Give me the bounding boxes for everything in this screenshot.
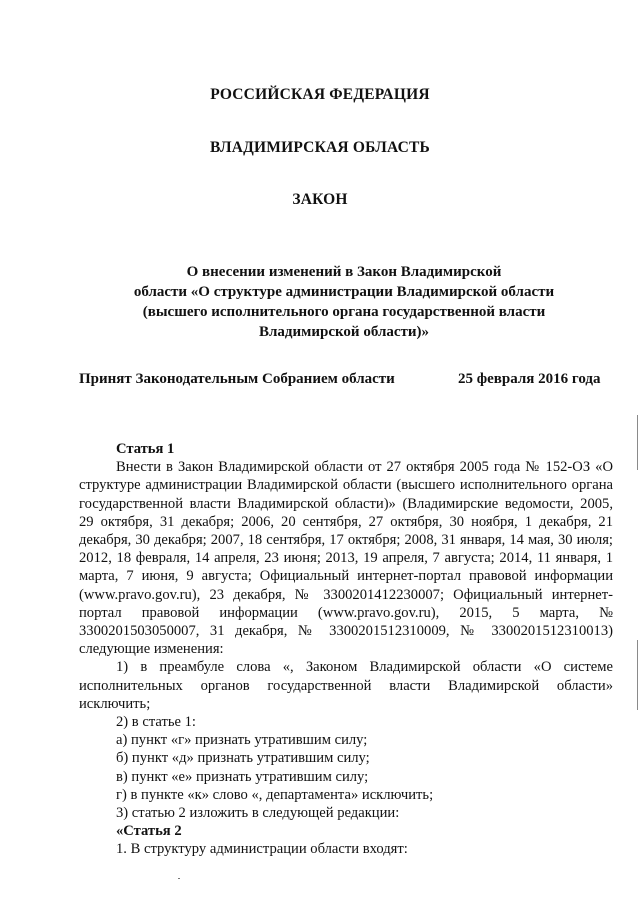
scan-edge-mark bbox=[637, 415, 638, 470]
document-type-heading: ЗАКОН bbox=[292, 191, 348, 208]
article-2-item-1: 1. В структуру администрации области входят: bbox=[116, 841, 408, 858]
amendment-item-1: 1) в преамбуле слова «, Законом Владимирской области «О системе исполнительных органов государственной власти Владимирской области» исключить; bbox=[79, 659, 613, 712]
adoption-date: 25 февраля 2016 года bbox=[458, 371, 601, 387]
region-heading: ВЛАДИМИРСКАЯ ОБЛАСТЬ bbox=[210, 139, 430, 156]
law-title-line: О внесении изменений в Закон Владимирской bbox=[186, 264, 502, 280]
law-title-line: (высшего исполнительного органа государственной власти bbox=[142, 304, 546, 320]
amendment-item-3: 3) статью 2 изложить в следующей редакции: bbox=[116, 805, 400, 822]
amendment-item-2: 2) в статье 1: bbox=[116, 714, 196, 731]
country-heading: РОССИЙСКАЯ ФЕДЕРАЦИЯ bbox=[210, 86, 430, 103]
law-title bbox=[60, 262, 628, 342]
article-1-heading: Статья 1 bbox=[116, 441, 175, 457]
amendment-subitem-a: а) пункт «г» признать утратившим силу; bbox=[116, 732, 368, 749]
amendment-subitem-c: в) пункт «е» признать утратившим силу; bbox=[116, 768, 369, 785]
article-2-heading: «Статья 2 bbox=[116, 823, 182, 840]
adopted-by-label: Принят Законодательным Собранием области bbox=[79, 371, 395, 387]
article-1-paragraph: Внести в Закон Владимирской области от 27 октября 2005 года № 152-ОЗ «О структуре администрации Владимирской области (высшего исполнительного органа государственной власти Владимирской области)» (Владимирские ведомости, 2005, 29 октября, 31 декабря; 2006, 20 сентября, 27 октября, 30 ноября, 1 декабря, 21 декабря, 30 декабря; 2007, 18 сентября, 17 октября; 2008, 31 января, 14 мая, 30 июля; 2012, 18 февраля, 14 апреля, 23 июня; 2013, 19 апреля, 7 августа; 2014, 11 января, 1 марта, 7 июня, 9 августа; Официальный интернет-портал правовой информации (www.pravo.gov.ru), 23 декабря, № 3300201412230007; Официальный интернет-портал правовой информации (www.pravo.gov.ru), 2015, 5 марта, № 3300201503050007, 31 декабря, № 3300201512310009, № 3300201512310013) следующие изменения: bbox=[79, 459, 613, 658]
amendment-subitem-d: г) в пункте «к» слово «, департамента» исключить; bbox=[116, 786, 434, 803]
law-body bbox=[79, 440, 613, 859]
amendment-subitem-b: б) пункт «д» признать утратившим силу; bbox=[116, 750, 370, 767]
law-title-line: области «О структуре администрации Владимирской области bbox=[133, 284, 555, 300]
scan-edge-mark bbox=[637, 640, 638, 710]
scan-speck bbox=[178, 878, 180, 879]
law-title-line: Владимирской области)» bbox=[258, 324, 430, 340]
